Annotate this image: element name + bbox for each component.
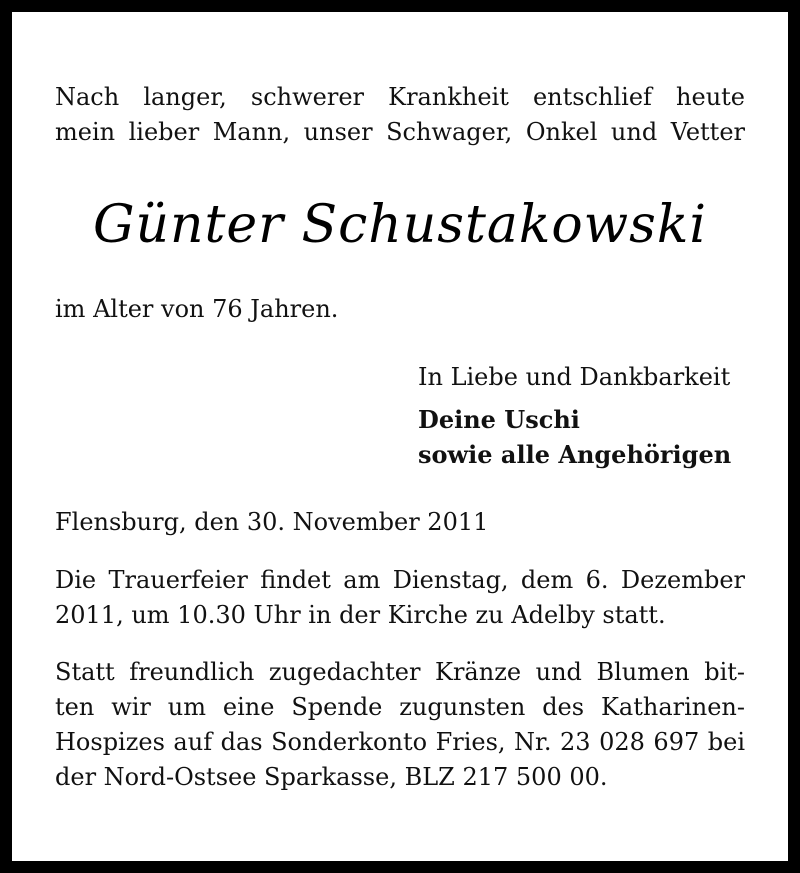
signer-family: sowie alle Angehörigen [418,440,732,469]
service-line: 2011, um 10.30 Uhr in der Kirche zu Adelby statt. [55,601,666,629]
intro-line: mein lieber Mann, unser Schwager, Onkel und Vetter [55,118,745,146]
donation-line: Statt freundlich zugedachter Kränze und Blumen bit- [55,658,745,686]
donation-line: Hospizes auf das Sonderkonto Fries, Nr. 23 028 697 bei [55,728,745,756]
deceased-name: Günter Schustakowski [92,195,708,255]
service-line: Die Trauerfeier findet am Dienstag, dem 6. Dezember [55,566,745,594]
donation-line: der Nord-Ostsee Sparkasse, BLZ 217 500 00. [55,763,608,791]
donation-info [55,655,745,795]
place-date: Flensburg, den 30. November 2011 [55,508,489,536]
signer-name: Deine Uschi [418,405,580,434]
intro-text [55,80,745,150]
donation-line: ten wir um eine Spende zugunsten des Katharinen- [55,693,745,721]
closing-phrase: In Liebe und Dankbarkeit [418,363,731,391]
age-line: im Alter von 76 Jahren. [55,295,339,323]
intro-line: Nach langer, schwerer Krankheit entschlief heute [55,83,745,111]
service-info [55,563,745,633]
